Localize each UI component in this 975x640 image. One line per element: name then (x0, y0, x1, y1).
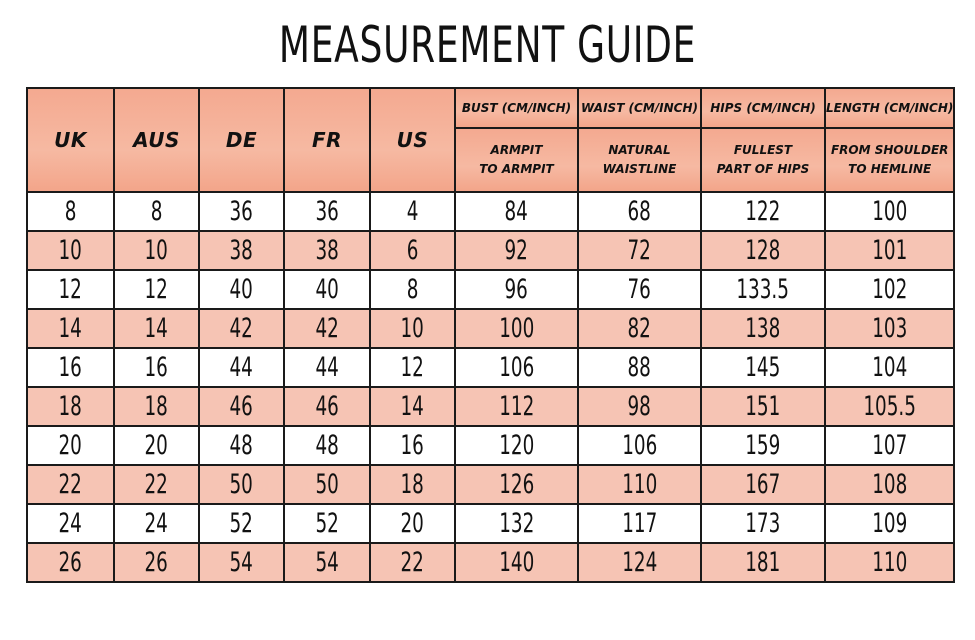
cell-value: 132 (498, 508, 535, 539)
table-cell (825, 504, 954, 543)
table-cell (578, 309, 701, 348)
table-row (27, 504, 954, 543)
cell-value: 107 (872, 430, 908, 461)
length-note (825, 128, 954, 192)
table-cell (578, 387, 701, 426)
table-cell (27, 270, 114, 309)
cell-value: 106 (621, 430, 658, 461)
cell-value: 44 (315, 352, 339, 383)
cell-value: 100 (872, 196, 908, 227)
cell-value: 14 (144, 313, 169, 344)
cell-value: 10 (400, 313, 425, 344)
table-cell (701, 231, 825, 270)
cell-value: 4 (406, 196, 419, 227)
table-cell (27, 309, 114, 348)
table-cell (455, 270, 578, 309)
table-cell (284, 231, 370, 270)
table-cell (455, 387, 578, 426)
table-row (27, 465, 954, 504)
table-row (27, 231, 954, 270)
cell-value: 120 (498, 430, 535, 461)
cell-value: 12 (58, 274, 83, 305)
table-row (27, 543, 954, 582)
table-cell (114, 231, 199, 270)
table-cell (701, 465, 825, 504)
table-cell (455, 504, 578, 543)
table-cell (199, 387, 284, 426)
bust-note-line: TO ARMPIT (479, 162, 554, 176)
waist-note-line: NATURAL (608, 143, 671, 157)
cell-value: 92 (504, 235, 529, 266)
table-cell (284, 387, 370, 426)
cell-value: 22 (58, 469, 83, 500)
table-cell (370, 465, 455, 504)
table-cell (578, 192, 701, 231)
cell-value: 44 (229, 352, 254, 383)
column-header-waist: WAIST (CM/INCH) (578, 88, 701, 128)
table-cell (370, 387, 455, 426)
cell-value: 40 (229, 274, 254, 305)
cell-value: 18 (58, 391, 83, 422)
table-cell (455, 309, 578, 348)
table-cell (27, 465, 114, 504)
table-cell (199, 543, 284, 582)
table-cell (578, 231, 701, 270)
table-row (27, 387, 954, 426)
cell-value: 159 (745, 430, 781, 461)
cell-value: 22 (144, 469, 169, 500)
table-cell (114, 270, 199, 309)
table-cell (701, 348, 825, 387)
table-cell (370, 270, 455, 309)
table-cell (701, 270, 825, 309)
cell-value: 14 (58, 313, 83, 344)
cell-value: 105.5 (863, 391, 916, 422)
cell-value: 46 (229, 391, 254, 422)
table-cell (199, 192, 284, 231)
table-cell (284, 309, 370, 348)
table-cell (114, 192, 199, 231)
table-cell (199, 348, 284, 387)
length-note-line: FROM SHOULDER (830, 143, 949, 157)
table-cell (825, 348, 954, 387)
bust-note (455, 128, 578, 192)
cell-value: 24 (144, 508, 169, 539)
cell-value: 84 (504, 196, 529, 227)
table-row (27, 309, 954, 348)
table-cell (114, 543, 199, 582)
column-header-hips: HIPS (CM/INCH) (701, 88, 825, 128)
cell-value: 20 (58, 430, 83, 461)
cell-value: 100 (498, 313, 535, 344)
table-cell (701, 543, 825, 582)
cell-value: 52 (229, 508, 254, 539)
table-cell (825, 543, 954, 582)
table-cell (370, 309, 455, 348)
table-cell (284, 465, 370, 504)
cell-value: 50 (229, 469, 254, 500)
table-cell (825, 465, 954, 504)
hips-note-line: FULLEST (733, 143, 793, 157)
table-row (27, 192, 954, 231)
table-cell (701, 504, 825, 543)
cell-value: 6 (406, 235, 419, 266)
cell-value: 46 (315, 391, 339, 422)
cell-value: 10 (58, 235, 83, 266)
table-cell (455, 348, 578, 387)
table-cell (370, 504, 455, 543)
table-cell (284, 426, 370, 465)
table-cell (701, 309, 825, 348)
cell-value: 110 (872, 547, 908, 578)
cell-value: 151 (745, 391, 781, 422)
cell-value: 103 (872, 313, 908, 344)
cell-value: 124 (621, 547, 658, 578)
cell-value: 8 (406, 274, 419, 305)
cell-value: 24 (58, 508, 83, 539)
cell-value: 82 (627, 313, 652, 344)
cell-value: 101 (872, 235, 908, 266)
cell-value: 54 (315, 547, 339, 578)
cell-value: 48 (229, 430, 254, 461)
cell-value: 12 (144, 274, 169, 305)
cell-value: 96 (504, 274, 529, 305)
cell-value: 8 (64, 196, 77, 227)
cell-value: 109 (872, 508, 908, 539)
cell-value: 98 (627, 391, 652, 422)
table-row (27, 270, 954, 309)
table-cell (455, 231, 578, 270)
table-cell (199, 270, 284, 309)
hips-note-line: PART OF HIPS (716, 162, 810, 176)
table-cell (284, 504, 370, 543)
table-cell (370, 231, 455, 270)
header-row (27, 88, 954, 128)
table-cell (578, 504, 701, 543)
cell-value: 181 (745, 547, 781, 578)
cell-value: 104 (872, 352, 908, 383)
cell-value: 128 (745, 235, 781, 266)
measurement-table (26, 87, 955, 583)
table-cell (578, 465, 701, 504)
table-cell (27, 231, 114, 270)
waist-note-line: WAISTLINE (602, 162, 677, 176)
cell-value: 122 (745, 196, 781, 227)
table-cell (199, 465, 284, 504)
column-header-us: US (370, 88, 455, 192)
column-header-length: LENGTH (CM/INCH) (825, 88, 954, 128)
column-header-bust: BUST (CM/INCH) (455, 88, 578, 128)
table-cell (578, 426, 701, 465)
table-cell (825, 270, 954, 309)
table-cell (578, 348, 701, 387)
table-cell (825, 192, 954, 231)
cell-value: 138 (745, 313, 781, 344)
table-cell (27, 387, 114, 426)
cell-value: 106 (498, 352, 535, 383)
cell-value: 76 (627, 274, 652, 305)
table-cell (114, 348, 199, 387)
table-cell (455, 192, 578, 231)
table-cell (370, 192, 455, 231)
length-note-line: TO HEMLINE (848, 162, 932, 176)
cell-value: 16 (400, 430, 425, 461)
table-cell (370, 426, 455, 465)
table-cell (455, 543, 578, 582)
cell-value: 52 (315, 508, 339, 539)
table-cell (114, 387, 199, 426)
table-cell (284, 348, 370, 387)
table-row (27, 426, 954, 465)
cell-value: 108 (872, 469, 908, 500)
cell-value: 10 (144, 235, 169, 266)
column-header-uk: UK (27, 88, 114, 192)
cell-value: 112 (498, 391, 535, 422)
cell-value: 88 (627, 352, 652, 383)
cell-value: 72 (627, 235, 652, 266)
table-cell (455, 426, 578, 465)
cell-value: 14 (400, 391, 425, 422)
cell-value: 20 (400, 508, 425, 539)
table-cell (27, 543, 114, 582)
table-cell (284, 543, 370, 582)
cell-value: 102 (872, 274, 908, 305)
table-cell (27, 504, 114, 543)
cell-value: 173 (745, 508, 781, 539)
cell-value: 16 (144, 352, 169, 383)
cell-value: 145 (745, 352, 781, 383)
cell-value: 16 (58, 352, 83, 383)
cell-value: 36 (315, 196, 339, 227)
cell-value: 22 (400, 547, 425, 578)
cell-value: 50 (315, 469, 339, 500)
table-cell (27, 192, 114, 231)
cell-value: 40 (315, 274, 339, 305)
table-cell (27, 426, 114, 465)
cell-value: 38 (229, 235, 254, 266)
cell-value: 167 (745, 469, 781, 500)
table-cell (284, 192, 370, 231)
cell-value: 18 (400, 469, 425, 500)
table-cell (114, 465, 199, 504)
table-cell (370, 348, 455, 387)
waist-note (578, 128, 701, 192)
table-cell (199, 309, 284, 348)
page-title: MEASUREMENT GUIDE (278, 16, 697, 74)
cell-value: 68 (627, 196, 652, 227)
column-header-aus: AUS (114, 88, 199, 192)
table-cell (455, 465, 578, 504)
table-cell (199, 504, 284, 543)
cell-value: 8 (150, 196, 163, 227)
column-header-fr: FR (284, 88, 370, 192)
table-cell (284, 270, 370, 309)
cell-value: 133.5 (736, 274, 790, 305)
table-cell (701, 426, 825, 465)
cell-value: 38 (315, 235, 339, 266)
cell-value: 20 (144, 430, 169, 461)
table-cell (825, 309, 954, 348)
table-cell (578, 543, 701, 582)
cell-value: 42 (229, 313, 254, 344)
table-cell (199, 426, 284, 465)
cell-value: 117 (621, 508, 658, 539)
table-cell (199, 231, 284, 270)
cell-value: 110 (621, 469, 658, 500)
column-header-de: DE (199, 88, 284, 192)
table-row (27, 348, 954, 387)
cell-value: 140 (498, 547, 535, 578)
table-cell (825, 231, 954, 270)
table-cell (114, 504, 199, 543)
bust-note-line: ARMPIT (490, 143, 543, 157)
cell-value: 42 (315, 313, 339, 344)
table-cell (27, 348, 114, 387)
cell-value: 36 (229, 196, 254, 227)
table-cell (578, 270, 701, 309)
cell-value: 18 (144, 391, 169, 422)
table-cell (114, 309, 199, 348)
cell-value: 54 (229, 547, 254, 578)
table-cell (114, 426, 199, 465)
table-cell (370, 543, 455, 582)
cell-value: 48 (315, 430, 339, 461)
table-cell (825, 426, 954, 465)
cell-value: 26 (58, 547, 83, 578)
table-cell (701, 387, 825, 426)
table-cell (701, 192, 825, 231)
cell-value: 126 (498, 469, 535, 500)
hips-note (701, 128, 825, 192)
table-cell (825, 387, 954, 426)
cell-value: 26 (144, 547, 169, 578)
cell-value: 12 (400, 352, 425, 383)
